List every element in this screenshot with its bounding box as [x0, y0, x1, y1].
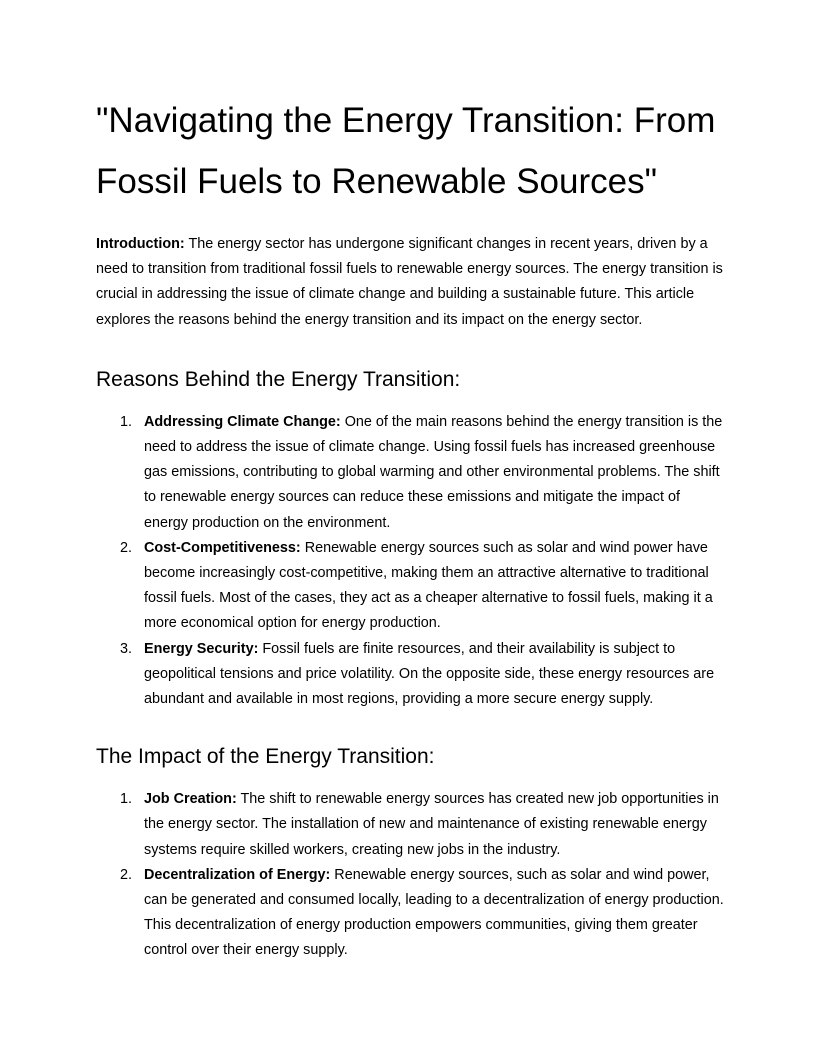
- item-label: Energy Security:: [144, 640, 259, 657]
- list-item: [96, 863, 726, 964]
- impact-list: [96, 787, 726, 963]
- reasons-list: [96, 410, 726, 712]
- document-title: "Navigating the Energy Transition: From Fossil Fuels to Renewable Sources": [96, 101, 716, 201]
- item-text: One of the main reasons behind the energy transition is the need to address the issue of climate change. Using fossil fuels has increased greenhouse gas emissions, contributing to global warming and other environmental problems. The shift to renewable energy sources can reduce these emissions and mitigate the impact of energy production on the environment.: [144, 413, 723, 531]
- item-text: Fossil fuels are finite resources, and their availability is subject to geopolitical tensions and price volatility. On the opposite side, these energy resources are abundant and available in most regions, providing a more secure energy supply.: [144, 640, 715, 708]
- list-number: 2.: [120, 866, 133, 883]
- list-number: 1.: [120, 791, 133, 808]
- item-label: Decentralization of Energy:: [144, 866, 331, 883]
- list-number: 2.: [120, 539, 133, 556]
- item-text: Renewable energy sources, such as solar and wind power, can be generated and consumed locally, leading to a decentralization of energy production. This decentralization of energy production empowers communities, giving them greater control over their energy supply.: [144, 866, 724, 959]
- intro-paragraph: [96, 232, 726, 333]
- document-page: [96, 90, 726, 964]
- intro-label: Introduction:: [96, 236, 185, 252]
- section-heading-reasons: Reasons Behind the Energy Transition:: [96, 367, 461, 391]
- list-item: [96, 536, 726, 637]
- list-item: [96, 410, 726, 536]
- item-label: Cost-Competitiveness:: [144, 539, 301, 556]
- list-number: 3.: [120, 640, 133, 657]
- intro-text: The energy sector has undergone significant changes in recent years, driven by a need to transition from traditional fossil fuels to renewable energy sources. The energy transition is crucial in addressing the issue of climate change and building a sustainable future. This article explores the reasons behind the energy transition and its impact on the energy sector.: [96, 236, 723, 328]
- item-text: The shift to renewable energy sources has created new job opportunities in the energy sector. The installation of new and maintenance of existing renewable energy systems require skilled workers, creating new jobs in the industry.: [144, 791, 719, 858]
- list-item: [96, 787, 726, 863]
- section-heading-impact: The Impact of the Energy Transition:: [96, 745, 435, 769]
- item-text: Renewable energy sources such as solar and wind power have become increasingly cost-competitive, making them an attractive alternative to traditional fossil fuels. Most of the cases, they act as a cheaper alternative to fossil fuels, making it a more economical option for energy production.: [144, 539, 713, 632]
- list-item: [96, 637, 726, 713]
- list-number: 1.: [120, 413, 133, 430]
- item-label: Addressing Climate Change:: [144, 413, 341, 430]
- item-label: Job Creation:: [144, 791, 237, 808]
